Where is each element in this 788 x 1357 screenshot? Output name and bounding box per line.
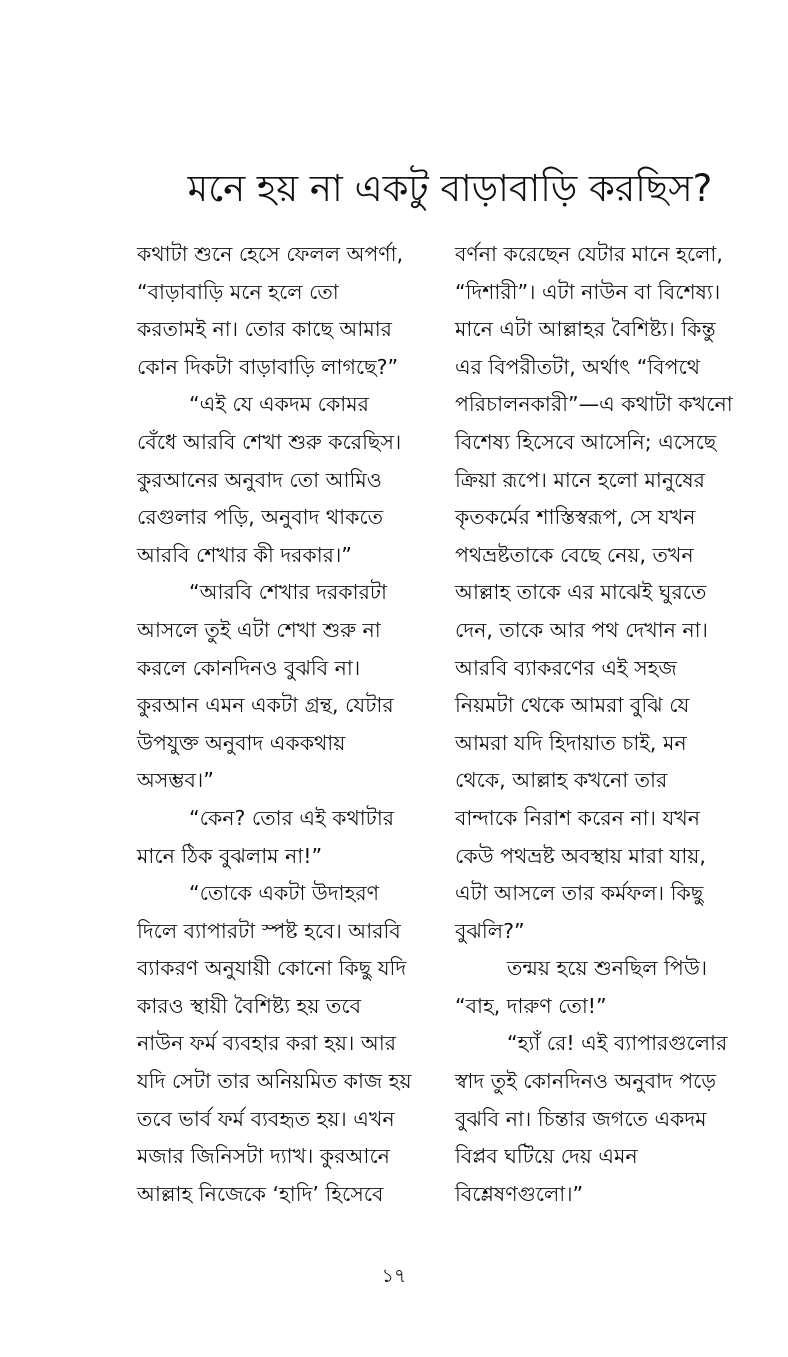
text-line: বুঝলি?” [455,918,525,943]
text-line: রেগুলার পড়ি, অনুবাদ থাকতে [137,505,384,530]
text-line: তবে ভার্ব ফর্ম ব্যবহৃত হয়। এখন [137,1106,395,1131]
text-line: যদি সেটা তার অনিয়মিত কাজ হয় [137,1069,412,1094]
text-line: আরবি ব্যাকরণের এই সহজ [455,655,677,680]
text-line: মানে এটা আল্লাহর বৈশিষ্ট্য। কিন্তু [455,317,716,342]
text-line: “তোকে একটা উদাহরণ [189,881,380,906]
text-line: থেকে, আল্লাহ কখনো তার [455,768,668,793]
text-line: বেঁধে আরবি শেখা শুরু করেছিস। [137,429,402,454]
text-line: দেন, তাকে আর পথ দেখান না। [455,617,708,642]
text-line: বান্দাকে নিরাশ করেন না। যখন [455,805,700,830]
text-line: “দিশারী”। এটা নাউন বা বিশেষ্য। [455,279,721,304]
text-line: এটা আসলে তার কর্মফল। কিছু [455,881,704,906]
text-line: ব্যাকরণ অনুযায়ী কোনো কিছু যদি [137,956,407,981]
text-line: পরিচালনকারী”—এ কথাটা কখনো [455,392,733,417]
right-text-column [455,236,760,1213]
text-line: আল্লাহ নিজেকে ‘হাদি’ হিসেবে [137,1181,384,1206]
left-text-column [137,236,427,1213]
text-line: নিয়মটা থেকে আমরা বুঝি যে [455,693,690,718]
chapter-title: মনে হয় না একটু বাড়াবাড়ি করছিস? [187,166,713,210]
text-line: বুঝবি না। চিন্তার জগতে একদম [455,1106,707,1131]
text-line: বিশেষ্য হিসেবে আসেনি; এসেছে [455,429,717,454]
text-line: আমরা যদি হিদায়াত চাই, মন [455,730,687,755]
text-line: “কেন? তোর এই কথাটার [189,805,395,830]
text-line: আসলে তুই এটা শেখা শুরু না [137,617,381,642]
text-line: আল্লাহ তাকে এর মাঝেই ঘুরতে [455,580,707,605]
text-line: “বাড়াবাড়ি মনে হলে তো [137,279,339,304]
text-line: অসম্ভব।” [137,768,214,793]
text-line: করতামই না। তোর কাছে আমার [137,317,392,342]
text-line: “হ্যাঁ রে! এই ব্যাপারগুলোর [507,1031,728,1056]
text-line: কথাটা শুনে হেসে ফেলল অপর্ণা, [137,242,404,266]
text-line: মানে ঠিক বুঝলাম না!” [137,843,323,868]
text-line: “এই যে একদম কোমর [189,392,369,417]
text-line: বিশ্লেষণগুলো।” [455,1181,584,1206]
text-line: কারও স্থায়ী বৈশিষ্ট্য হয় তবে [137,993,361,1018]
text-line: দিলে ব্যাপারটা স্পষ্ট হবে। আরবি [137,918,401,943]
text-line: বর্ণনা করেছেন যেটার মানে হলো, [455,242,723,266]
text-line: আরবি শেখার কী দরকার।” [137,542,352,567]
text-line: এর বিপরীতটা, অর্থাৎ “বিপথে [455,354,701,379]
text-line: কুরআন এমন একটা গ্রন্থ, যেটার [137,693,394,718]
text-line: করলে কোনদিনও বুঝবি না। [137,655,361,680]
text-line: নাউন ফর্ম ব্যবহার করা হয়। আর [137,1031,397,1056]
text-line: কেউ পথভ্রষ্ট অবস্থায় মারা যায়, [455,843,706,868]
text-line: “বাহ, দারুণ তো!” [455,993,607,1018]
text-line: পথভ্রষ্টতাকে বেছে নেয়, তখন [455,542,694,567]
text-line: কোন দিকটা বাড়াবাড়ি লাগছে?” [137,354,399,379]
text-line: উপযুক্ত অনুবাদ এককথায় [137,730,346,755]
page-number: ১৭ [381,1265,407,1287]
text-line: স্বাদ তুই কোনদিনও অনুবাদ পড়ে [455,1069,717,1094]
text-line: বিপ্লব ঘটিয়ে দেয় এমন [455,1144,638,1169]
text-line: কুরআনের অনুবাদ তো আমিও [137,467,382,492]
text-line: কৃতকর্মের শাস্তিস্বরূপ, সে যখন [455,505,696,530]
text-line: মজার জিনিসটা দ্যাখ। কুরআনে [137,1144,390,1169]
text-line: “আরবি শেখার দরকারটা [189,580,387,605]
text-line: তন্ময় হয়ে শুনছিল পিউ। [507,956,708,981]
text-line: ক্রিয়া রূপে। মানে হলো মানুষের [455,467,705,492]
